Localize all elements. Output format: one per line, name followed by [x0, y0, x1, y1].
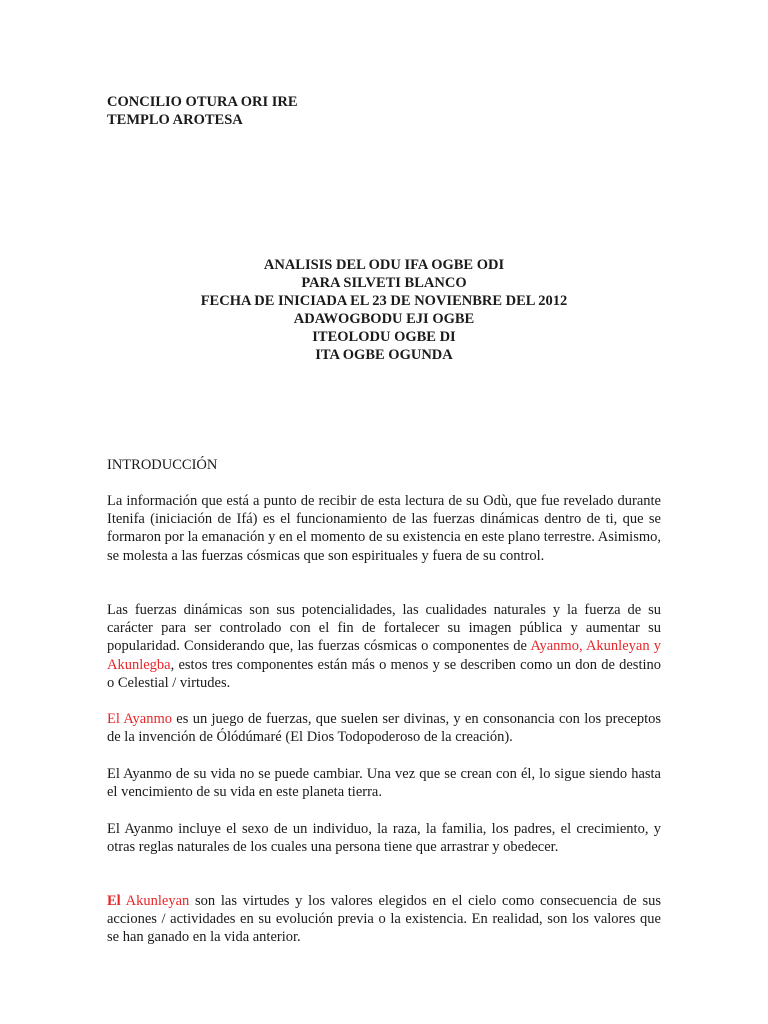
highlighted-term: El Ayanmo [107, 711, 172, 727]
title-line: ITA OGBE OGUNDA [315, 347, 453, 363]
paragraph-text: es un juego de fuerzas, que suelen ser divinas, y en consonancia con los preceptos de la invención de Ólódúmaré (El Dios Todopoderoso de la creación). [107, 711, 661, 746]
title-line: ITEOLODU OGBE DI [312, 329, 456, 345]
paragraph-ayanmo-vida: El Ayanmo de su vida no se puede cambiar. Una vez que se crean con él, lo sigue siendo hasta el vencimiento de su vida en este planeta tierra. [107, 766, 661, 801]
highlighted-term: Akunleyan [120, 893, 190, 909]
title-line: ANALISIS DEL ODU IFA OGBE ODI [263, 257, 505, 273]
title-block [107, 256, 661, 364]
paragraph-text: Las fuerzas dinámicas son sus potencialidades, las cualidades naturales y la fuerza de su carácter para ser controlado con el fin de fortalecer su imagen pública y aumentar su popularidad. Considerando que, las fuerzas cósmicas o componentes de [107, 602, 661, 655]
document-header [107, 93, 298, 129]
paragraph-ayanmo-incluye: El Ayanmo incluye el sexo de un individuo, la raza, la familia, los padres, el crecimiento, y otras reglas naturales de los cuales una persona tiene que arrastrar y obedecer. [107, 821, 661, 856]
header-temple: TEMPLO AROTESA [107, 112, 243, 128]
paragraph-akunleyan [107, 892, 661, 946]
highlighted-term: El [107, 893, 121, 909]
paragraph-fuerzas-dinamicas [107, 601, 661, 692]
header-organization: CONCILIO OTURA ORI IRE [107, 94, 298, 110]
title-line: FECHA DE INICIADA EL 23 DE NOVIENBRE DEL 2012 [200, 293, 568, 309]
title-line: ADAWOGBODU EJI OGBE [293, 311, 475, 327]
section-heading-introduccion: INTRODUCCIÓN [107, 457, 218, 473]
paragraph-ayanmo [107, 710, 661, 746]
paragraph-informacion: La información que está a punto de recibir de esta lectura de su Odù, que fue revelado durante Itenifa (iniciación de Ifá) es el funcionamiento de las fuerzas dinámicas dentro de ti, que se formaron por la emanación y en el momento de su existencia en este plano terrestre. Asimismo, se molesta a las fuerzas cósmicas que son espirituales y fuera de su control. [107, 493, 661, 564]
paragraph-text: son las virtudes y los valores elegidos en el cielo como consecuencia de sus acciones / actividades en su evolución previa o la existencia. En realidad, son los valores que se han ganado en la vida anterior. [107, 893, 661, 946]
title-line: PARA SILVETI BLANCO [301, 275, 467, 291]
paragraph-text: , estos tres componentes están más o menos y se describen como un don de destino o Celestial / virtudes. [107, 656, 661, 691]
highlighted-term: Ayanmo, Akunleyan y Akunlegba [107, 638, 661, 673]
